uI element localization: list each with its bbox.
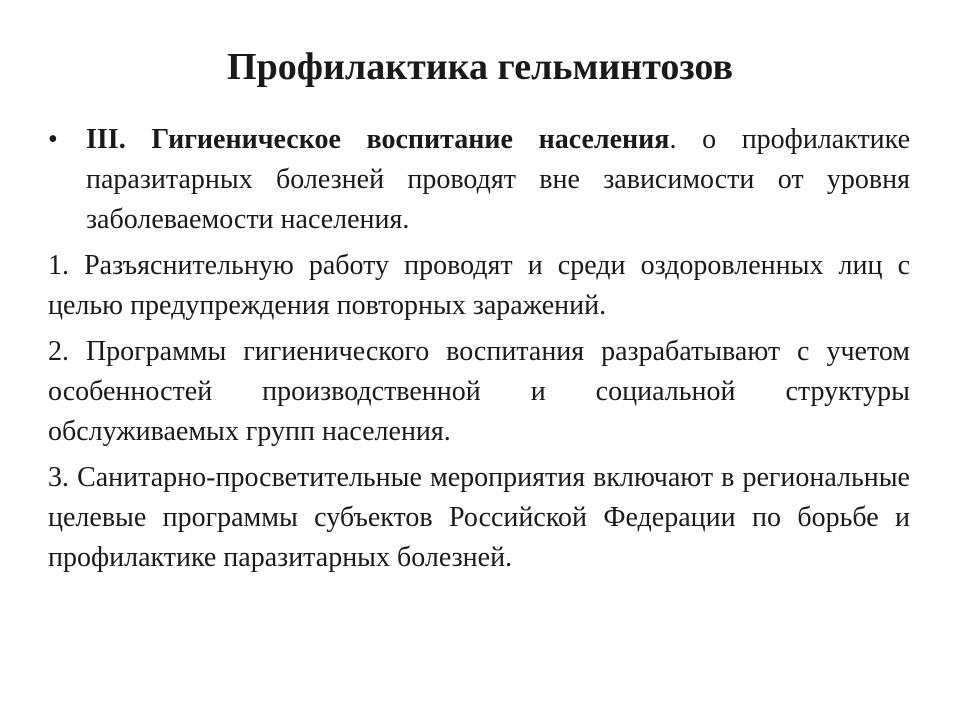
bullet-item — [48, 120, 910, 240]
bullet-numeral: III. — [86, 124, 126, 155]
paragraph-1: 1. Разъяснительную работу проводят и среди оздоровленных лиц с целью предупреждения повторных заражений. — [48, 250, 910, 321]
slide-content — [48, 120, 910, 584]
paragraph-2: 2. Программы гигиенического воспитания разрабатывают с учетом особенностей производственной и социальной структуры обслуживаемых групп населения. — [48, 336, 910, 447]
bullet-text: . о профилактике паразитарных болезней проводят вне зависимости от уровня заболеваемости населения. — [86, 124, 911, 235]
paragraph-3: 3. Санитарно-просветительные мероприятия включают в региональные целевые программы субъектов Российской Федерации по борьбе и профилактике паразитарных болезней. — [48, 462, 910, 573]
slide-title: Профилактика гельминтозов — [227, 46, 733, 88]
bullet-heading: Гигиеническое воспитание населения — [151, 124, 670, 155]
bullet-dot-icon: • — [48, 124, 58, 155]
